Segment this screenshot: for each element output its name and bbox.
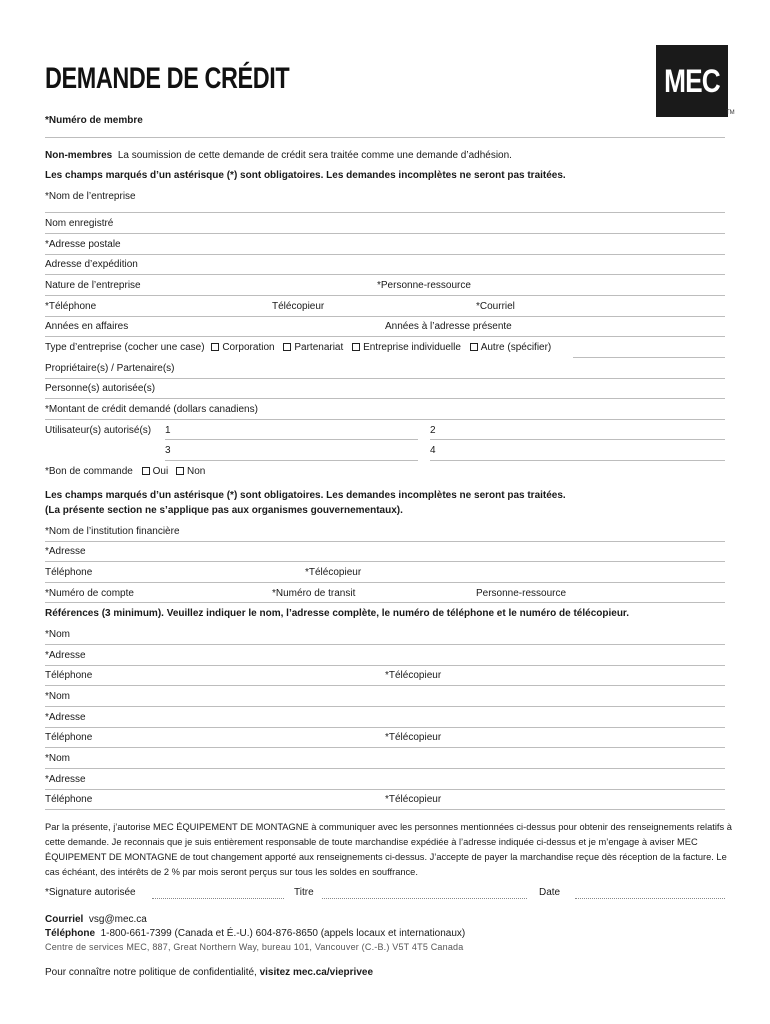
non-members-text: La soumission de cette demande de crédit sera traitée comme une demande d’adhésion. (117, 150, 512, 161)
email-label: *Courriel (476, 301, 515, 312)
owners-field[interactable] (45, 378, 725, 379)
user-4-field[interactable] (430, 460, 725, 461)
ref2-address-label: *Adresse (45, 712, 86, 723)
user-3-number: 3 (165, 445, 171, 456)
registered-name-label: Nom enregistré (45, 218, 114, 229)
ref2-fax-label: *Télécopieur (385, 732, 442, 743)
ref3-address-label: *Adresse (45, 774, 86, 785)
user-1-field[interactable] (165, 439, 418, 440)
years-in-business-label: Années en affaires (45, 321, 129, 332)
purchase-order-row (45, 466, 205, 478)
privacy-link[interactable]: visitez mec.ca/vieprivee (259, 967, 374, 978)
member-number-field[interactable] (45, 137, 725, 138)
credit-amount-label: *Montant de crédit demandé (dollars canadiens) (45, 404, 258, 415)
privacy-text: Pour connaître notre politique de confidentialité, (45, 967, 257, 978)
references-heading: Références (3 minimum). Veuillez indiquer le nom, l’adresse complète, le numéro de téléphone et le numéro de télécopieur. (45, 608, 630, 619)
years-field[interactable] (45, 336, 725, 337)
partnership-checkbox[interactable] (283, 343, 291, 351)
ref2-name-field[interactable] (45, 706, 725, 707)
ref3-name-label: *Nom (45, 753, 71, 764)
ref3-fax-label: *Télécopieur (385, 794, 442, 805)
footer-address: Centre de services MEC, 887, Great Northern Way, bureau 101, Vancouver (C.-B.) V5T 4T5 Canada (45, 942, 464, 952)
years-at-address-label: Années à l’adresse présente (385, 321, 512, 332)
business-type-label: Type d’entreprise (cocher une case) (45, 342, 205, 353)
privacy-note (45, 967, 373, 979)
po-yes-label: Oui (152, 466, 169, 477)
authorized-persons-field[interactable] (45, 398, 725, 399)
required-notice: Les champs marqués d’un astérisque (*) sont obligatoires. Les demandes incomplètes ne seront pas traitées. (45, 170, 566, 181)
ref1-phone-label: Téléphone (45, 670, 93, 681)
sole-proprietor-checkbox[interactable] (352, 343, 360, 351)
phone-fax-email-field[interactable] (45, 316, 725, 317)
title-field[interactable] (322, 898, 527, 899)
mailing-address-field[interactable] (45, 254, 725, 255)
footer-phone-value: 1-800-661-7399 (Canada et É.-U.) 604-876-8650 (appels locaux et internationaux) (100, 928, 466, 939)
signature-label: *Signature autorisée (45, 887, 136, 898)
user-4-number: 4 (430, 445, 436, 456)
ref2-phone-label: Téléphone (45, 732, 93, 743)
date-label: Date (539, 887, 561, 898)
ref1-address-label: *Adresse (45, 650, 86, 661)
member-number-label: *Numéro de membre (45, 115, 143, 126)
mailing-address-label: *Adresse postale (45, 239, 121, 250)
shipping-address-label: Adresse d’expédition (45, 259, 138, 270)
sole-proprietor-label: Entreprise individuelle (363, 342, 461, 353)
fax-label: Télécopieur (272, 301, 325, 312)
ref1-name-label: *Nom (45, 629, 71, 640)
registered-name-field[interactable] (45, 233, 725, 234)
bank-contact-label: Personne-ressource (476, 588, 567, 599)
phone-label: *Téléphone (45, 301, 97, 312)
authorized-users-label: Utilisateur(s) autorisé(s) (45, 425, 152, 436)
footer-phone (45, 928, 465, 940)
company-name-field[interactable] (45, 212, 725, 213)
ref1-fax-label: *Télécopieur (385, 670, 442, 681)
non-members-note (45, 150, 512, 162)
partnership-label: Partenariat (294, 342, 344, 353)
logo-text: MEC (664, 63, 720, 99)
ref1-phone-field[interactable] (45, 685, 725, 686)
section2-note: (La présente section ne s’applique pas aux organismes gouvernementaux). (45, 505, 403, 516)
footer-email (45, 914, 147, 926)
po-no-label: Non (186, 466, 206, 477)
bank-phone-fax-field[interactable] (45, 582, 725, 583)
account-transit-field[interactable] (45, 602, 725, 603)
business-type-row (45, 342, 551, 354)
page-title: DEMANDE DE CRÉDIT (45, 62, 290, 95)
user-2-field[interactable] (430, 439, 725, 440)
institution-name-label: *Nom de l’institution financière (45, 526, 180, 537)
bank-address-label: *Adresse (45, 546, 86, 557)
corporation-checkbox[interactable] (211, 343, 219, 351)
ref2-address-field[interactable] (45, 727, 725, 728)
footer-email-link[interactable]: vsg@mec.ca (88, 914, 147, 925)
ref2-name-label: *Nom (45, 691, 71, 702)
contact-person-label: *Personne-ressource (377, 280, 471, 291)
user-3-field[interactable] (165, 460, 418, 461)
ref3-address-field[interactable] (45, 789, 725, 790)
ref1-name-field[interactable] (45, 644, 725, 645)
ref3-phone-field[interactable] (45, 809, 725, 810)
ref2-phone-field[interactable] (45, 747, 725, 748)
corporation-label: Corporation (222, 342, 275, 353)
account-number-label: *Numéro de compte (45, 588, 134, 599)
other-specify-field[interactable] (573, 357, 725, 358)
shipping-address-field[interactable] (45, 274, 725, 275)
business-nature-label: Nature de l’entreprise (45, 280, 141, 291)
signature-field[interactable] (152, 898, 284, 899)
company-name-label: *Nom de l’entreprise (45, 191, 136, 202)
po-yes-checkbox[interactable] (142, 467, 150, 475)
other-label: Autre (spécifier) (480, 342, 552, 353)
po-no-checkbox[interactable] (176, 467, 184, 475)
ref1-address-field[interactable] (45, 665, 725, 666)
ref3-name-field[interactable] (45, 768, 725, 769)
authorization-paragraph: Par la présente, j’autorise MEC ÉQUIPEMENT DE MONTAGNE à communiquer avec les personnes mentionnées ci-dessus pour obtenir des renseignements relatifs à cette demande. Je reconnais que je suis entièrement responsable de toute marchandise expédiée à l’adresse indiquée ci-dessus et je m’engage à aviser MEC ÉQUIPEMENT DE MONTAGNE de tout changement apporté aux renseignements ci-dessus. J’accepte de payer la marchandise reçue dès réception de la facture. Le cas échéant, des intérêts de 2 % par mois seront perçus sur tous les soldes en souffrance. (45, 822, 732, 877)
mec-logo (656, 45, 728, 117)
ref3-phone-label: Téléphone (45, 794, 93, 805)
business-nature-field[interactable] (45, 295, 725, 296)
title-label: Titre (294, 887, 314, 898)
bank-fax-label: *Télécopieur (305, 567, 362, 578)
user-1-number: 1 (165, 425, 171, 436)
footer-email-label: Courriel (45, 914, 84, 925)
authorized-persons-label: Personne(s) autorisée(s) (45, 383, 156, 394)
date-field[interactable] (575, 898, 725, 899)
institution-name-field[interactable] (45, 541, 725, 542)
purchase-order-label: *Bon de commande (45, 466, 133, 477)
owners-label: Propriétaire(s) / Partenaire(s) (45, 363, 175, 374)
transit-number-label: *Numéro de transit (272, 588, 356, 599)
non-members-label: Non-membres (45, 150, 113, 161)
user-2-number: 2 (430, 425, 436, 436)
trademark-mark: TM (726, 110, 735, 116)
bank-phone-label: Téléphone (45, 567, 93, 578)
credit-amount-field[interactable] (45, 419, 725, 420)
other-checkbox[interactable] (470, 343, 478, 351)
bank-address-field[interactable] (45, 561, 725, 562)
footer-phone-label: Téléphone (45, 928, 96, 939)
section2-required-notice: Les champs marqués d’un astérisque (*) sont obligatoires. Les demandes incomplètes ne seront pas traitées. (45, 490, 566, 501)
